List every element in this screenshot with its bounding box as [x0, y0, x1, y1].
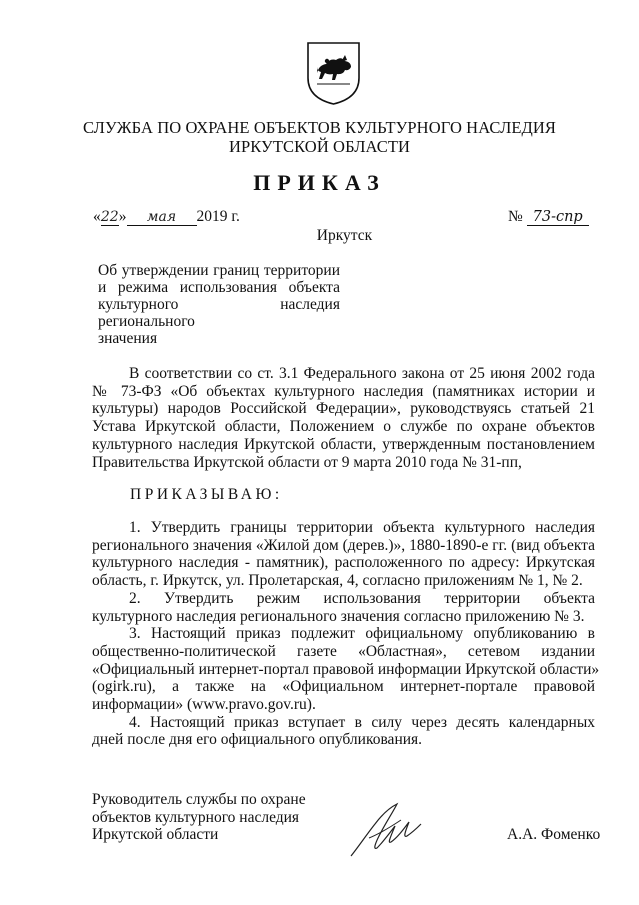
date-day: 22	[100, 209, 119, 225]
signatory-position	[92, 791, 306, 844]
item-line: общественно-политической газете «Областная», сетевом издании	[92, 642, 595, 660]
preamble-line: культурного наследия Иркутской области, утвержденным постановлением	[92, 435, 595, 453]
city: Иркутск	[316, 227, 373, 244]
subject-line: значения	[98, 330, 158, 347]
item-line: «Официальный интернет-портал правовой информации Иркутской области»	[92, 660, 600, 678]
item-line: информации» (www.pravo.gov.ru).	[92, 696, 316, 714]
orders-heading: ПРИКАЗЫВАЮ:	[130, 486, 283, 503]
item-line: 4. Настоящий приказ вступает в силу через десять календарных	[129, 713, 595, 731]
date-close-quote: »	[118, 208, 127, 225]
item-line: 3. Настоящий приказ подлежит официальному опубликованию в	[129, 625, 595, 643]
position-line: объектов культурного наследия	[92, 808, 300, 826]
organization-name-line1: СЛУЖБА ПО ОХРАНЕ ОБЪЕКТОВ КУЛЬТУРНОГО НАСЛЕДИЯ	[82, 118, 557, 137]
item-line: культурного наследия - памятник), расположенного по адресу: Иркутская	[92, 554, 595, 572]
item-line: 1. Утвердить границы территории объекта культурного наследия	[129, 519, 595, 536]
preamble-line: № 73-ФЗ «Об объектах культурного наследия (памятниках истории и	[92, 382, 595, 400]
subject-line: и режима использования объекта	[98, 279, 340, 296]
date-open-quote: «	[93, 208, 101, 225]
item-line: 2. Утвердить режим использования территории объекта	[129, 589, 595, 607]
item-line: область, г. Иркутск, ул. Пролетарская, 4, согласно приложениям № 1, № 2.	[92, 572, 583, 590]
date-year: 2019 г.	[196, 208, 240, 225]
preamble-line: Правительства Иркутской области от 9 марта 2010 года № 31-пп,	[92, 453, 522, 471]
preamble-line: Устава Иркутской области, Положением о службе по охране объектов	[92, 418, 595, 436]
coat-of-arms-emblem	[305, 40, 362, 106]
date-month: мая	[146, 209, 177, 225]
order-subject	[98, 262, 340, 347]
position-line: Руководитель службы по охране	[92, 791, 306, 808]
order-items	[92, 519, 600, 749]
handwritten-signature	[345, 798, 425, 860]
number-value: 73-спр	[527, 209, 589, 226]
preamble-paragraph	[92, 365, 595, 471]
signatory-name: А.А. Фоменко	[507, 826, 601, 843]
organization-name-line2: ИРКУТСКОЙ ОБЛАСТИ	[228, 137, 411, 156]
position-line: Иркутской области	[92, 826, 219, 844]
item-line: дней после дня его официального опубликования.	[92, 731, 423, 749]
order-number	[508, 208, 589, 226]
item-line: регионального значения «Жилой дом (дерев.)», 1880-1890-е гг. (вид объекта	[92, 536, 595, 554]
subject-line: Об утверждении границ территории	[98, 262, 340, 279]
subject-line: культурного наследия регионального	[98, 296, 340, 330]
preamble-line: культуры) народов Российской Федерации», руководствуясь статьей 21	[92, 400, 595, 418]
item-line: культурного наследия регионального значения согласно приложению № 3.	[92, 607, 585, 625]
item-line: (ogirk.ru), а также на «Официальном интернет-портале правовой	[92, 678, 595, 696]
document-title: ПРИКАЗ	[253, 170, 386, 195]
number-prefix: №	[508, 208, 523, 225]
preamble-line: В соответствии со ст. 3.1 Федерального закона от 25 июня 2002 года	[129, 365, 595, 382]
order-date	[93, 208, 240, 226]
